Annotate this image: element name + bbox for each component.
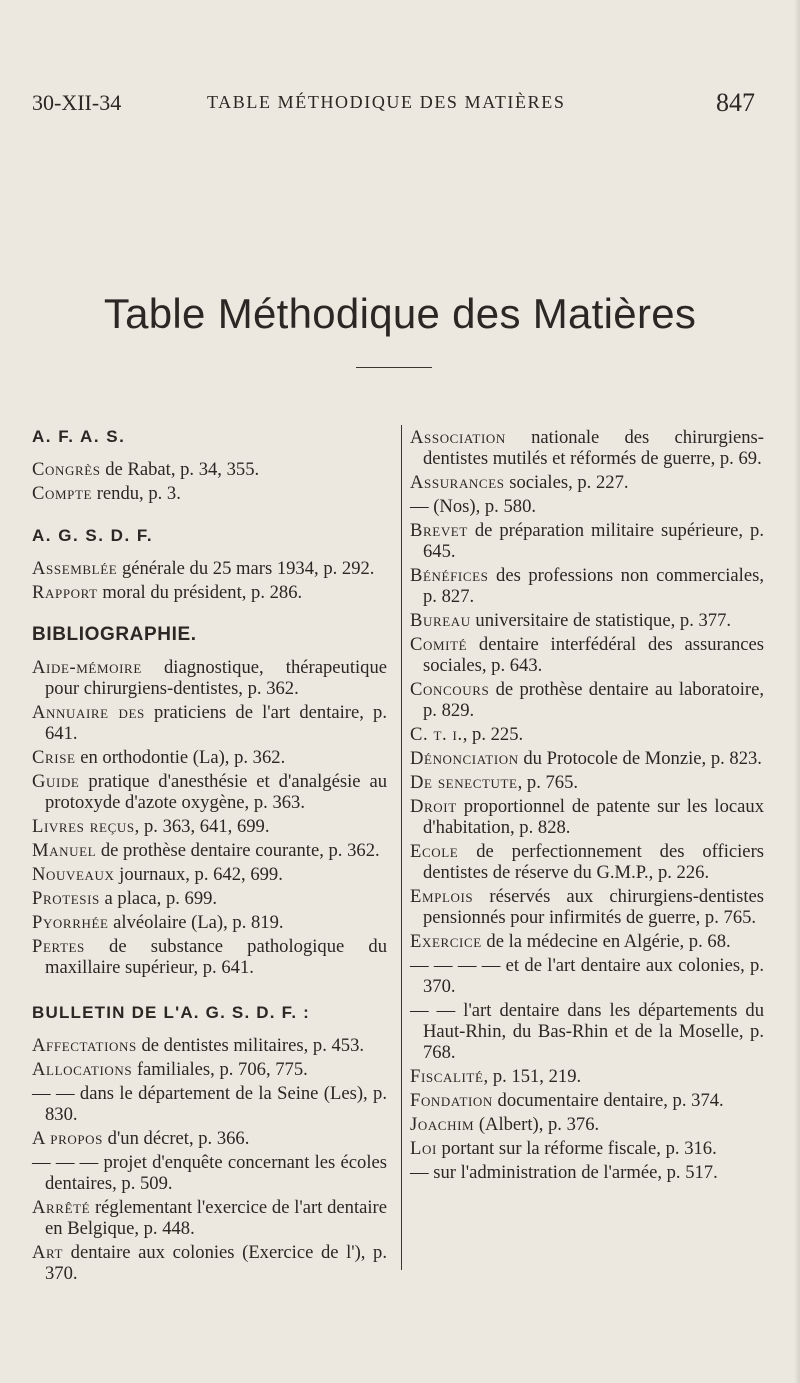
- entry-keyword: Dénonciation: [410, 748, 519, 769]
- entry-text: dentaire interfédéral des assurances sociales, p. 643.: [423, 634, 764, 676]
- page-title: Table Méthodique des Matières: [103, 290, 697, 337]
- entry-keyword: Rapport: [32, 582, 98, 603]
- entry-text: moral du président, p. 286.: [97, 582, 303, 603]
- entry-text: a placa, p. 699.: [99, 888, 218, 909]
- section-heading-bibliographie: BIBLIOGRAPHIE.: [32, 624, 197, 645]
- index-entry: [410, 1114, 764, 1135]
- index-entry: [32, 888, 387, 909]
- right-column: [410, 427, 764, 1186]
- entry-text: en orthodontie (La), p. 362.: [75, 747, 286, 768]
- section-bulletin: [32, 1035, 387, 1284]
- entry-keyword: Joachim: [410, 1114, 475, 1135]
- index-entry: [410, 634, 764, 676]
- entry-text: du Protocole de Monzie, p. 823.: [518, 748, 762, 769]
- entry-keyword: Fiscalité: [410, 1066, 484, 1087]
- entry-keyword: Bureau: [410, 610, 471, 631]
- entry-text: universitaire de statistique, p. 377.: [470, 610, 732, 631]
- entry-keyword: Affectations: [32, 1035, 137, 1056]
- entry-text: nationale des chirurgiens-dentistes mutilés et réformés de guerre, p. 69.: [423, 427, 764, 469]
- entry-keyword: Aide-mémoire: [32, 657, 142, 678]
- index-entry: [32, 840, 387, 861]
- entry-keyword: De senectute: [410, 772, 518, 793]
- index-entry: [32, 864, 387, 885]
- index-entry: [32, 657, 387, 699]
- section-heading-bulletin: BULLETIN DE L'A. G. S. D. F. :: [32, 1003, 311, 1022]
- entry-keyword: Loi: [410, 1138, 437, 1159]
- section-bibliographie: [32, 657, 387, 978]
- index-entry: [410, 772, 764, 793]
- index-entry: [410, 472, 764, 493]
- entry-text: portant sur la réforme fiscale, p. 316.: [436, 1138, 717, 1159]
- page-edge-shadow: [794, 0, 800, 1383]
- entry-keyword: Art: [32, 1242, 64, 1263]
- entry-text: — sur l'administration de l'armée, p. 517.: [410, 1162, 718, 1183]
- index-entry: [32, 1242, 387, 1284]
- entry-keyword: Ecole: [410, 841, 459, 862]
- index-entry: [410, 886, 764, 928]
- index-entry: [32, 1083, 387, 1125]
- index-entry: [32, 582, 387, 603]
- entry-keyword: Annuaire des: [32, 702, 145, 723]
- index-entry: [410, 841, 764, 883]
- entry-keyword: Association: [410, 427, 506, 448]
- index-entry: [32, 1197, 387, 1239]
- index-entry: [32, 459, 387, 480]
- running-title: TABLE MÉTHODIQUE DES MATIÈRES: [207, 92, 566, 112]
- index-entry: [32, 1128, 387, 1149]
- entry-keyword: Arrêté: [32, 1197, 91, 1218]
- entry-text: (Albert), p. 376.: [474, 1114, 600, 1135]
- index-entry: [410, 931, 764, 952]
- entry-keyword: Protesis: [32, 888, 100, 909]
- entry-keyword: Allocations: [32, 1059, 133, 1080]
- running-head: [32, 90, 755, 122]
- entry-keyword: Congrès: [32, 459, 101, 480]
- index-entry: [32, 1059, 387, 1080]
- index-entry: [410, 1138, 764, 1159]
- entry-keyword: Pertes: [32, 936, 85, 957]
- entry-text: des professions non commerciales, p. 827.: [423, 565, 764, 607]
- entry-text: — — — projet d'enquête concernant les écoles dentaires, p. 509.: [32, 1152, 387, 1194]
- index-entry: [410, 565, 764, 607]
- entry-text: diagnostique, thérapeutique pour chirurgiens-dentistes, p. 362.: [45, 657, 387, 699]
- section-right-entries: [410, 427, 764, 1183]
- entry-keyword: Crise: [32, 747, 76, 768]
- entry-text: , p. 363, 641, 699.: [134, 816, 270, 837]
- entry-keyword: Manuel: [32, 840, 97, 861]
- index-entry: [32, 1035, 387, 1056]
- entry-text: , p. 225.: [462, 724, 524, 745]
- entry-text: d'un décret, p. 366.: [103, 1128, 250, 1149]
- entry-keyword: Concours: [410, 679, 490, 700]
- entry-keyword: Emplois: [410, 886, 474, 907]
- index-entry: [410, 1000, 764, 1063]
- index-entry: [410, 796, 764, 838]
- entry-keyword: Brevet: [410, 520, 468, 541]
- column-divider: [401, 425, 402, 1270]
- entry-text: de préparation militaire supérieure, p. 645.: [423, 520, 764, 562]
- title-rule: [356, 367, 432, 368]
- index-entry: [32, 771, 387, 813]
- entry-keyword: Livres reçus: [32, 816, 135, 837]
- entry-text: de la médecine en Algérie, p. 68.: [481, 931, 731, 952]
- entry-keyword: Fondation: [410, 1090, 493, 1111]
- entry-text: proportionnel de patente sur les locaux d'habitation, p. 828.: [423, 796, 764, 838]
- entry-text: rendu, p. 3.: [92, 483, 181, 504]
- entry-keyword: Assemblée: [32, 558, 118, 579]
- entry-text: générale du 25 mars 1934, p. 292.: [117, 558, 375, 579]
- index-entry: [410, 1090, 764, 1111]
- entry-text: , p. 765.: [517, 772, 579, 793]
- entry-text: — — l'art dentaire dans les départements du Haut-Rhin, du Bas-Rhin et de la Moselle, p. 768.: [410, 1000, 764, 1063]
- entry-text: documentaire dentaire, p. 374.: [492, 1090, 724, 1111]
- index-entry: [410, 679, 764, 721]
- entry-keyword: A propos: [32, 1128, 103, 1149]
- index-entry: [410, 748, 764, 769]
- entry-text: — (Nos), p. 580.: [410, 496, 537, 517]
- entry-keyword: Exercice: [410, 931, 482, 952]
- index-entry: [32, 747, 387, 768]
- entry-text: , p. 151, 219.: [483, 1066, 582, 1087]
- index-entry: [410, 955, 764, 997]
- entry-text: de dentistes militaires, p. 453.: [136, 1035, 365, 1056]
- entry-text: de prothèse dentaire au laboratoire, p. 829.: [423, 679, 764, 721]
- entry-text: de Rabat, p. 34, 355.: [100, 459, 260, 480]
- entry-text: de perfectionnement des officiers dentistes de réserve du G.M.P., p. 226.: [423, 841, 764, 883]
- index-entry: [410, 610, 764, 631]
- index-entry: [410, 1066, 764, 1087]
- entry-text: pratique d'anesthésie et d'analgésie au protoxyde d'azote oxygène, p. 363.: [45, 771, 387, 813]
- entry-keyword: Comité: [410, 634, 468, 655]
- left-column: [32, 427, 387, 1287]
- index-entry: [410, 520, 764, 562]
- entry-text: journaux, p. 642, 699.: [114, 864, 283, 885]
- page-number: 847: [716, 88, 755, 117]
- entry-text: réservés aux chirurgiens-dentistes pensionnés pour infirmités de guerre, p. 765.: [423, 886, 764, 928]
- section-agsdf: [32, 558, 387, 603]
- entry-keyword: Droit: [410, 796, 457, 817]
- index-entry: [32, 912, 387, 933]
- index-entry: [32, 702, 387, 744]
- entry-text: alvéolaire (La), p. 819.: [108, 912, 284, 933]
- index-entry: [410, 427, 764, 469]
- entry-text: de prothèse dentaire courante, p. 362.: [96, 840, 380, 861]
- index-entry: [410, 1162, 764, 1183]
- section-heading-agsdf: A. G. S. D. F.: [32, 526, 154, 545]
- index-entry: [32, 483, 387, 504]
- entry-text: — — — — et de l'art dentaire aux colonies, p. 370.: [410, 955, 764, 997]
- section-heading-afas: A. F. A. S.: [32, 427, 126, 446]
- index-entry: [410, 724, 764, 745]
- entry-keyword: Nouveaux: [32, 864, 115, 885]
- entry-keyword: Pyorrhée: [32, 912, 109, 933]
- entry-keyword: C. t. i.: [410, 724, 463, 745]
- index-entry: [32, 816, 387, 837]
- entry-keyword: Bénéfices: [410, 565, 489, 586]
- entry-text: réglementant l'exercice de l'art dentaire en Belgique, p. 448.: [45, 1197, 387, 1239]
- entry-text: praticiens de l'art dentaire, p. 641.: [45, 702, 387, 744]
- index-entry: [410, 496, 764, 517]
- entry-keyword: Compte: [32, 483, 93, 504]
- entry-text: dentaire aux colonies (Exercice de l'), p. 370.: [45, 1242, 387, 1284]
- index-entry: [32, 936, 387, 978]
- entry-text: sociales, p. 227.: [504, 472, 629, 493]
- entry-text: familiales, p. 706, 775.: [132, 1059, 308, 1080]
- entry-text: de substance pathologique du maxillaire supérieur, p. 641.: [45, 936, 387, 978]
- index-entry: [32, 1152, 387, 1194]
- index-entry: [32, 558, 387, 579]
- entry-keyword: Guide: [32, 771, 80, 792]
- entry-keyword: Assurances: [410, 472, 505, 493]
- entry-text: — — dans le département de la Seine (Les), p. 830.: [32, 1083, 387, 1125]
- section-afas: [32, 459, 387, 504]
- header-date: 30-XII-34: [32, 90, 122, 115]
